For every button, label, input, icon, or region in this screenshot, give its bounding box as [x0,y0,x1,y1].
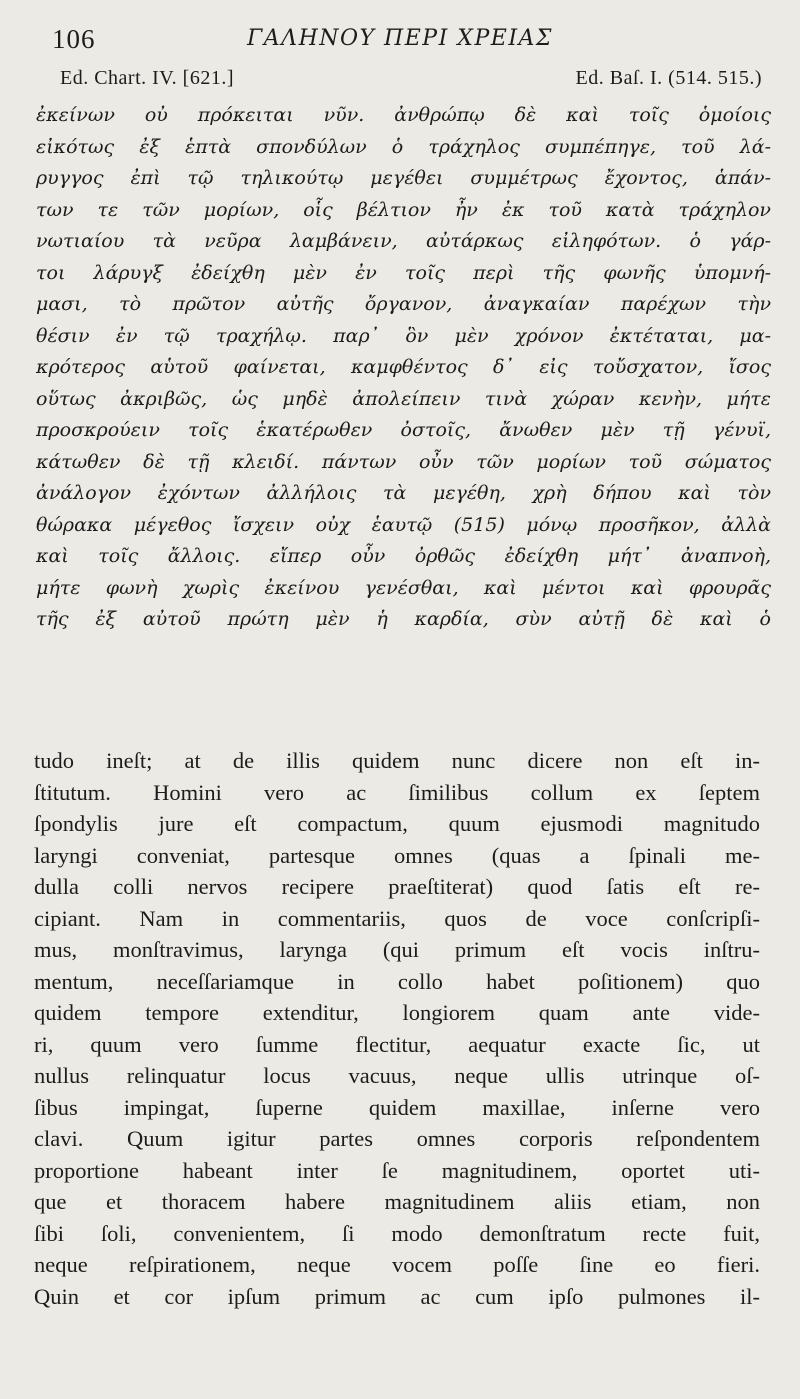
latin-text-line: Quin et cor ipſum primum ac cum ipſo pulmones il- [34,1283,760,1309]
greek-text-line: νωτιαίου τὰ νεῦρα λαμβάνειν, αὐτάρκως εἰληφότων. ὁ γάρ- [36,230,771,252]
latin-text-line: cipiant. Nam in commentariis, quos de voce conſcripſi- [34,905,760,931]
latin-text-line: mus, monſtravimus, larynga (qui primum eſt vocis inſtru- [34,937,760,962]
greek-text-line: οὕτως ἀκριβῶς, ὡς μηδὲ ἀπολείπειν τινὰ χώραν κενὴν, μήτε [36,387,771,410]
edition-reference-right: Ed. Baſ. I. (514. 515.) [575,67,762,89]
latin-text-line: ſibi ſoli, convenientem, ſi modo demonſtratum recte fuit, [34,1220,760,1246]
greek-text-line: καὶ τοῖς ἄλλοις. εἴπερ οὖν ὀρθῶς ἐδείχθη μήτ᾽ ἀναπνοὴ, [36,545,771,567]
page-number: 106 [52,24,96,54]
greek-text-line: μασι, τὸ πρῶτον αὐτῆς ὄργανον, ἀναγκαίαν παρέχων τὴν [36,293,771,315]
greek-text-line: θώρακα μέγεθος ἴσχειν οὐχ ἑαυτῷ (515) μόνῳ προσῆκον, ἀλλὰ [36,513,771,536]
greek-text-line: τῆς ἐξ αὐτοῦ πρώτη μὲν ἡ καρδία, σὺν αὐτῇ δὲ καὶ ὁ [36,608,771,630]
latin-text-line: clavi. Quum igitur partes omnes corporis reſpondentem [34,1126,760,1151]
latin-text-line: tudo ineſt; at de illis quidem nunc dicere non eſt in- [34,748,760,773]
greek-text-line: κρότερος αὑτοῦ φαίνεται, καμφθέντος δ᾽ εἰς τοὔσχατον, ἴσος [36,356,771,378]
latin-text-line: proportione habeant inter ſe magnitudinem, oportet uti- [34,1157,760,1183]
greek-text-line: ρυγγος ἐπὶ τῷ τηλικούτῳ μεγέθει συμμέτρως ἔχοντος, ἁπάν- [36,167,771,189]
latin-text-line: nullus relinquatur locus vacuus, neque ullis utrinque oſ- [34,1063,760,1088]
greek-text-line: κάτωθεν δὲ τῇ κλειδί. πάντων οὖν τῶν μορίων τοῦ σώματος [36,450,771,473]
latin-text-line: ſibus impingat, ſuperne quidem maxillae, inſerne vero [34,1094,760,1120]
latin-text-line: que et thoracem habere magnitudinem aliis etiam, non [34,1189,760,1214]
latin-text-line: mentum, neceſſariamque in collo habet poſitionem) quo [34,968,760,994]
greek-text-line: ἀνάλογον ἐχόντων ἀλλήλοις τὰ μεγέθη, χρὴ δήπου καὶ τὸν [36,482,771,504]
greek-text-line: μήτε φωνὴ χωρὶς ἐκείνου γενέσθαι, καὶ μέντοι καὶ φρουρᾶς [36,576,771,599]
latin-text-line: ri, quum vero ſumme flectitur, aequatur exacte ſic, ut [34,1031,760,1057]
latin-text-line: ſpondylis jure eſt compactum, quum ejusmodi magnitudo [34,811,760,836]
greek-text-block [36,100,771,636]
edition-reference-left: Ed. Chart. IV. [621.] [60,67,234,89]
greek-text-line: προσκρούειν τοῖς ἑκατέρωθεν ὀστοῖς, ἄνωθεν μὲν τῇ γένυϊ, [36,419,771,441]
latin-text-line: neque reſpirationem, neque vocem poſſe ſine eo fieri. [34,1252,760,1277]
latin-text-line: ſtitutum. Homini vero ac ſimilibus collum ex ſeptem [34,779,760,805]
greek-text-line: τοι λάρυγξ ἐδείχθη μὲν ἐν τοῖς περὶ τῆς φωνῆς ὑπομνή- [36,261,771,284]
latin-text-block [34,745,760,1312]
latin-text-line: quidem tempore extenditur, longiorem quam ante vide- [34,1000,760,1025]
latin-text-line: dulla colli nervos recipere praeſtiterat) quod ſatis eſt re- [34,874,760,899]
greek-text-line: των τε τῶν μορίων, οἷς βέλτιον ἦν ἐκ τοῦ κατὰ τράχηλον [36,198,771,221]
greek-text-line: εἰκότως ἐξ ἑπτὰ σπονδύλων ὁ τράχηλος συμπέπηγε, τοῦ λά- [36,135,771,158]
running-title: ΓΑΛΗΝΟΥ ΠΕΡΙ ΧΡΕΙΑΣ [247,26,553,51]
latin-text-line: laryngi conveniat, partesque omnes (quas a ſpinali me- [34,842,760,868]
greek-text-line: ἐκείνων οὐ πρόκειται νῦν. ἀνθρώπῳ δὲ καὶ τοῖς ὁμοίοις [36,104,771,126]
greek-text-line: θέσιν ἐν τῷ τραχήλῳ. παρ᾽ ὃν μὲν χρόνον ἐκτέταται, μα- [36,324,771,347]
